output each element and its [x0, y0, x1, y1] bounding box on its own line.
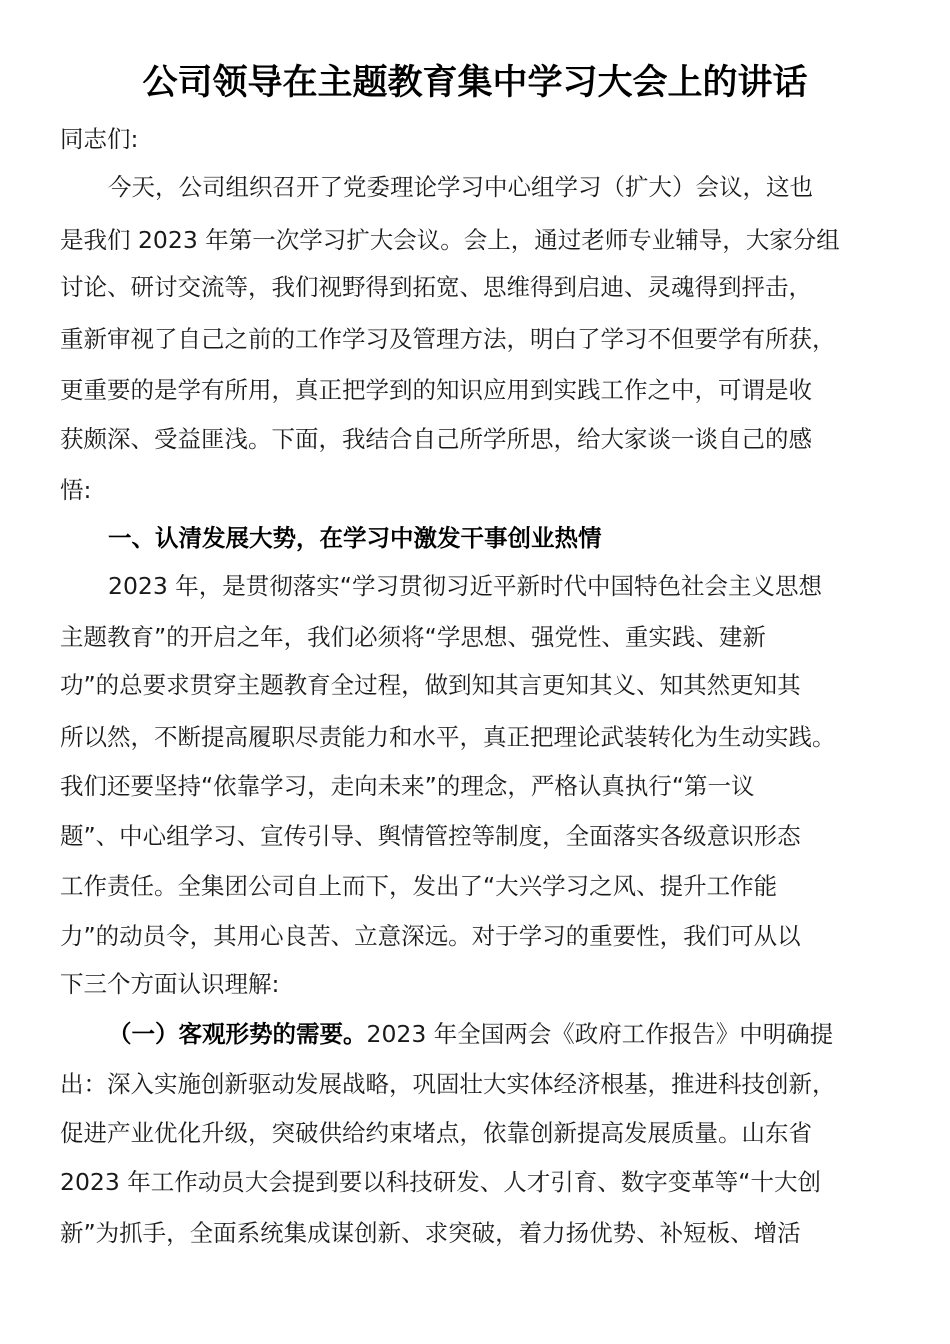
document-title: 公司领导在主题教育集中学习大会上的讲话 [142, 62, 808, 103]
subsection-first-line-rest: 2023 年全国两会《政府工作报告》中明确提 [366, 1020, 834, 1048]
subsection1-line: 促进产业优化升级，突破供给约束堵点，依靠创新提高发展质量。山东省 [60, 1119, 812, 1147]
section1-line: 2023 年，是贯彻落实“学习贯彻习近平新时代中国特色社会主义思想 [108, 572, 822, 600]
intro-line: 更重要的是学有所用，真正把学到的知识应用到实践工作之中，可谓是收 [60, 376, 812, 404]
subsection-heading: （一）客观形势的需要。 [108, 1020, 367, 1048]
section-heading: 一、认清发展大势，在学习中激发干事创业热情 [108, 524, 602, 552]
intro-line: 悟: [60, 476, 92, 504]
section1-line: 我们还要坚持“依靠学习，走向未来”的理念，严格认真执行“第一议 [60, 772, 755, 800]
section1-line: 下三个方面认识理解: [60, 970, 280, 998]
section1-line: 功”的总要求贯穿主题教育全过程，做到知其言更知其义、知其然更知其 [60, 671, 801, 699]
subsection1-line: 2023 年工作动员大会提到要以科技研发、人才引育、数字变革等“十大创 [60, 1168, 821, 1196]
section1-line: 主题教育”的开启之年，我们必须将“学思想、强党性、重实践、建新 [60, 623, 766, 651]
intro-line: 获颇深、受益匪浅。下面，我结合自己所学所思，给大家谈一谈自己的感 [60, 425, 812, 453]
section1-line: 力”的动员令，其用心良苦、立意深远。对于学习的重要性，我们可从以 [60, 922, 801, 950]
intro-line: 是我们 2023 年第一次学习扩大会议。会上，通过老师专业辅导，大家分组 [60, 226, 840, 254]
subsection1-line: 出：深入实施创新驱动发展战略，巩固壮大实体经济根基，推进科技创新， [60, 1070, 836, 1098]
subsection-first-line [108, 1014, 833, 1054]
intro-line: 今天，公司组织召开了党委理论学习中心组学习（扩大）会议，这也 [108, 173, 813, 201]
section1-line: 所以然，不断提高履职尽责能力和水平，真正把理论武装转化为生动实践。 [60, 723, 836, 751]
section1-line: 题”、中心组学习、宣传引导、舆情管控等制度，全面落实各级意识形态 [60, 822, 801, 850]
intro-line: 讨论、研讨交流等，我们视野得到拓宽、思维得到启迪、灵魂得到抨击， [60, 273, 812, 301]
salutation: 同志们: [60, 125, 139, 153]
intro-line: 重新审视了自己之前的工作学习及管理方法，明白了学习不但要学有所获， [60, 325, 836, 353]
section1-line: 工作责任。全集团公司自上而下，发出了“大兴学习之风、提升工作能 [60, 872, 778, 900]
subsection1-line: 新”为抓手，全面系统集成谋创新、求突破，着力扬优势、补短板、增活 [60, 1219, 801, 1247]
